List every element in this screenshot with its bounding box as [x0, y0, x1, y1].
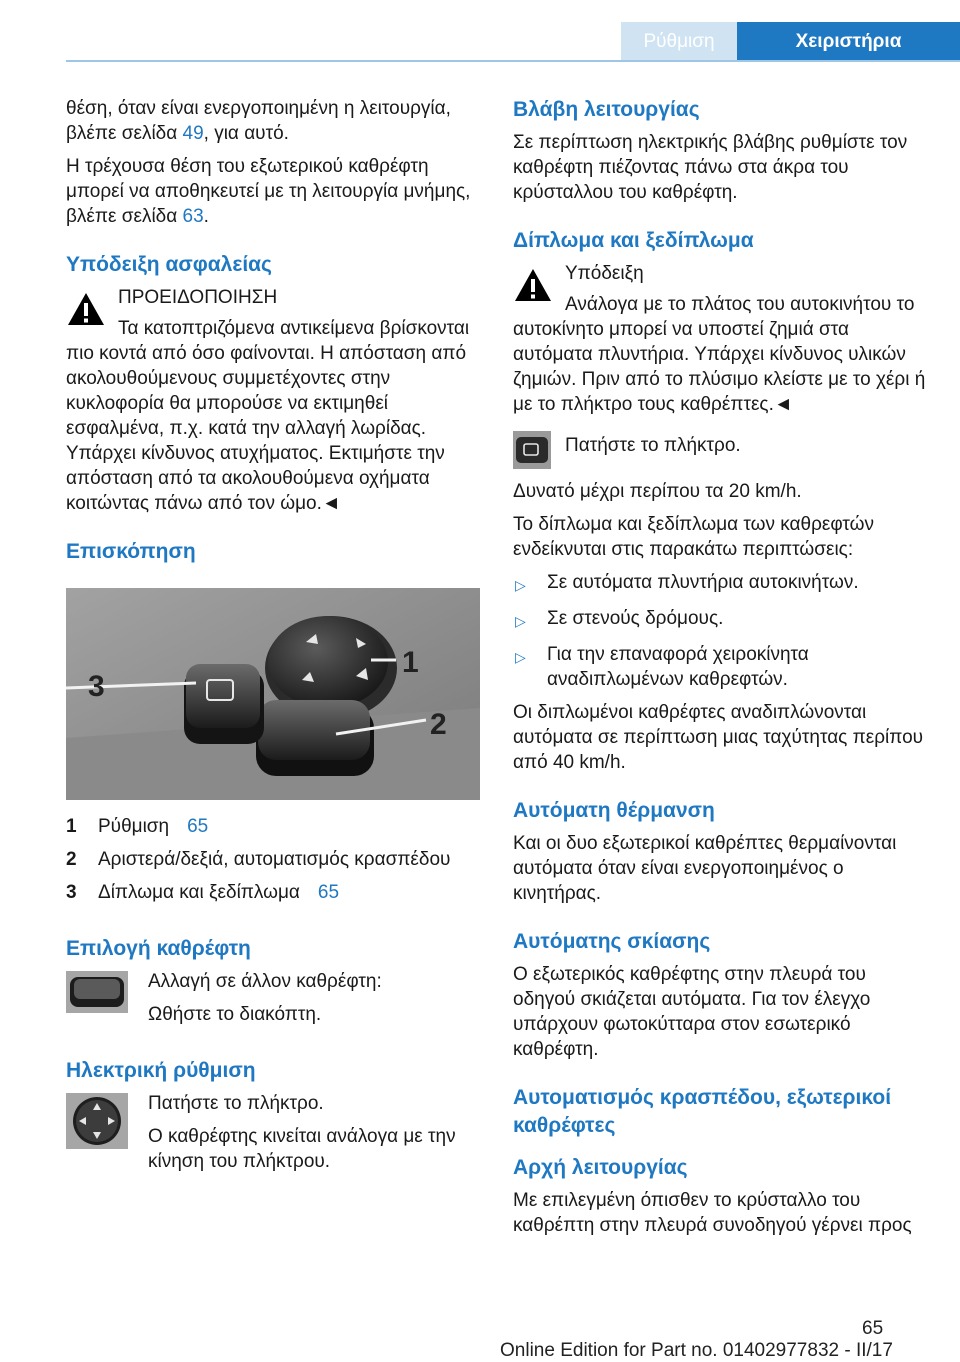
- mirror-selector-switch-icon: [66, 971, 128, 1013]
- edition-footer: Online Edition for Part no. 01402977832 - II/17: [500, 1340, 893, 1361]
- page-link-63[interactable]: 63: [182, 206, 204, 227]
- header-section-tab[interactable]: Ρύθμιση: [621, 22, 737, 62]
- dimming-text: Ο εξωτερικός καθρέφτης στην πλευρά του οδηγού σκιάζεται αυτόματα. Για τον έλεγχο υπάρχουν φωτοκύτταρα στον εσωτερικό καθρέφτη.: [513, 964, 871, 1060]
- principle-heading: Αρχή λειτουργίας: [513, 1156, 688, 1179]
- principle-text: Με επιλεγμένη όπισθεν το κρύσταλλο του καθρέπτη στην πλευρά συνοδηγού γέρνει προς: [513, 1190, 912, 1236]
- bullet-triangle-icon: ▷: [515, 613, 526, 629]
- intro-paragraph-1: θέση, όταν είναι ενεργοποιημένη η λειτουργία, βλέπε σελίδα 49, για αυτό.: [66, 98, 451, 144]
- mirror-adjust-knob-icon: [66, 1093, 128, 1149]
- overview-heading: Επισκόπηση: [66, 540, 196, 563]
- warning-triangle-icon: [66, 291, 106, 327]
- left-column: [66, 96, 478, 1192]
- mirror-switch-photo: [66, 588, 480, 800]
- bullet-triangle-icon: ▷: [515, 577, 526, 593]
- list-item: ▷ Σε αυτόματα πλυντήρια αυτοκινήτων.: [513, 570, 928, 598]
- legend-page-link[interactable]: 65: [187, 816, 209, 837]
- fold-mirror-button-icon: [513, 431, 551, 469]
- select-mirror-heading: Επιλογή καθρέφτη: [66, 937, 251, 960]
- heating-text: Και οι δυο εξωτερικοί καθρέπτες θερμαίνονται αυτόματα όταν είναι ενεργοποιημένος ο κινητήρας.: [513, 833, 897, 904]
- select-mirror-block: Αλλαγή σε άλλον καθρέφτη: Ωθήστε το διακόπτη.: [66, 969, 478, 1035]
- fault-text: Σε περίπτωση ηλεκτρικής βλάβης ρυθμίστε τον καθρέφτη πιέζοντας πάνω στα άκρα του κρύσταλλου του καθρέφτη.: [513, 132, 908, 203]
- fault-heading: Βλάβη λειτουργίας: [513, 98, 700, 121]
- intro-paragraph-2: Η τρέχουσα θέση του εξωτερικού καθρέφτη μπορεί να αποθηκευτεί με τη λειτουργία μνήμης, βλέπε σελίδα 63.: [66, 156, 471, 227]
- note-block: [513, 261, 928, 417]
- list-item: ▷ Σε στενούς δρόμους.: [513, 606, 928, 634]
- electric-adjust-block: Πατήστε το πλήκτρο. Ο καθρέφτης κινείται ανάλογα με την κίνηση του πλήκτρου.: [66, 1091, 478, 1182]
- speed-text: Δυνατό μέχρι περίπου τα 20 km/h.: [513, 481, 802, 502]
- legend: [66, 814, 478, 913]
- legend-row: 2 Αριστερά/δεξιά, αυτοματισμός κρασπέδου: [66, 849, 451, 870]
- useful-text: Το δίπλωμα και ξεδίπλωμα των καθρεφτών ενδείκνυται στις παρακάτω περιπτώσεις:: [513, 514, 874, 560]
- fold-cases-list: [513, 570, 928, 692]
- electric-adjust-heading: Ηλεκτρική ρύθμιση: [66, 1059, 256, 1082]
- page-link-49[interactable]: 49: [182, 123, 204, 144]
- note-title: Υπόδειξη: [565, 263, 644, 284]
- list-item: ▷ Για την επαναφορά χειροκίνητα αναδιπλωμένων καθρεφτών.: [515, 644, 809, 690]
- photo-label-2: 2: [430, 708, 447, 741]
- warning-text: Τα κατοπτριζόμενα αντικείμενα βρίσκονται πιο κοντά από όσο φαίνονται. Η απόσταση από ακολουθούμενους συμμετέχοντες στην κυκλοφορία θα μπορούσε να εκτιμηθεί εσφαλμένα, π.χ. κατά την αλλαγή λωρίδας. Υπάρχει κίνδυνος ατυχήματος. Εκτιμήστε την απόσταση από τα ακολουθούμενα οχήματα κοιτώντας πάνω από τον ώμο.◄: [66, 318, 470, 514]
- fold-button-block: Πατήστε το πλήκτρο.: [513, 429, 928, 469]
- warning-block: [66, 285, 478, 516]
- header-chapter-tab[interactable]: Χειριστήρια: [737, 22, 960, 62]
- auto-unfold-text: Οι διπλωμένοι καθρέφτες αναδιπλώνονται αυτόματα σε περίπτωση μιας ταχύτητας περίπου από 40 km/h.: [513, 702, 924, 773]
- bullet-triangle-icon: ▷: [515, 649, 526, 665]
- safety-heading: Υπόδειξη ασφαλείας: [66, 253, 272, 276]
- fold-heading: Δίπλωμα και ξεδίπλωμα: [513, 229, 754, 252]
- legend-page-link[interactable]: 65: [317, 882, 340, 903]
- dimming-heading: Αυτόματης σκίασης: [513, 930, 711, 953]
- warning-triangle-icon: [513, 267, 553, 303]
- curb-heading: Αυτοματισμός κρασπέδου, εξωτερικοί καθρέφτες: [513, 1086, 892, 1137]
- warning-title: ΠΡΟΕΙΔΟΠΟΙΗΣΗ: [118, 287, 278, 308]
- header-rule: [66, 60, 960, 62]
- photo-label-1: 1: [402, 646, 419, 679]
- note-text: Ανάλογα με το πλάτος του αυτοκινήτου το αυτοκίνητο μπορεί να υποστεί ζημιά στα αυτόματα πλυντήρια. Υπάρχει κίνδυνος υλικών ζημιών. Πριν από το πλύσιμο κλείστε με το χέρι ή με το πλήκτρο τους καθρέπτες.◄: [513, 294, 926, 415]
- legend-row: 1 Ρύθμιση 65: [66, 816, 209, 837]
- right-column: [513, 96, 928, 1246]
- page-number: 65: [862, 1318, 884, 1339]
- heating-heading: Αυτόματη θέρμανση: [513, 799, 715, 822]
- legend-row: 3 Δίπλωμα και ξεδίπλωμα 65: [66, 882, 340, 903]
- photo-label-3: 3: [88, 670, 105, 703]
